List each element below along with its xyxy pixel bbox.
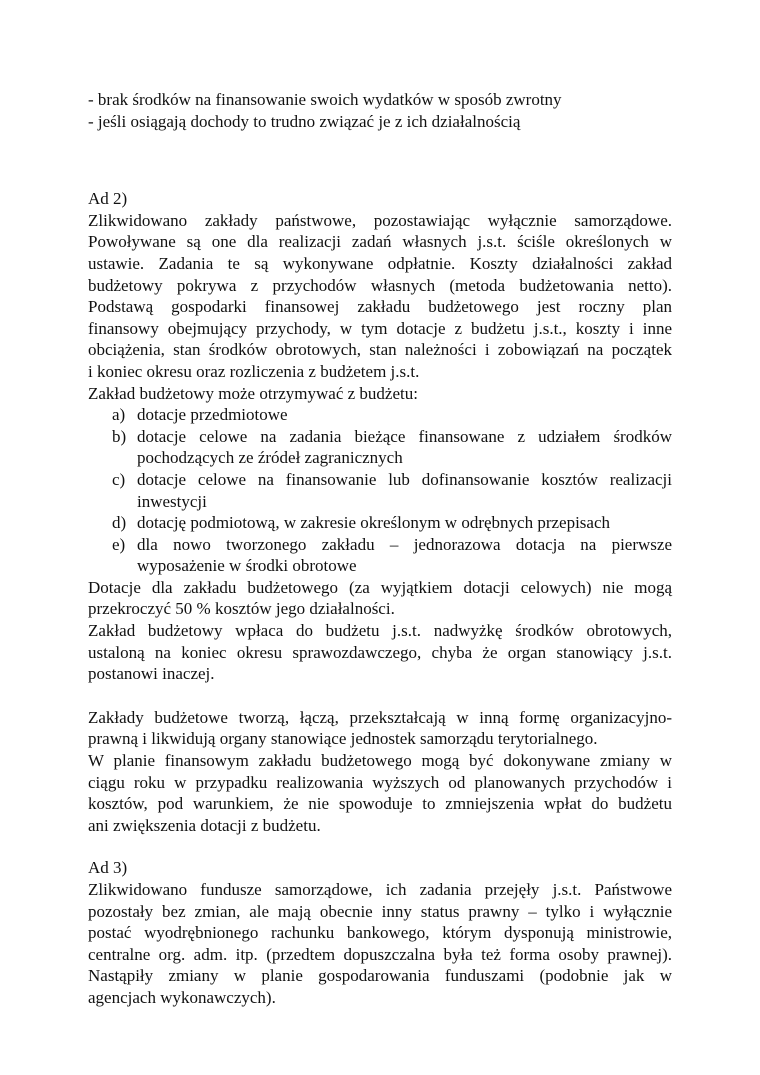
text-line: dotacje celowe na zadania bieżące finansowane z udziałem środków	[137, 426, 672, 446]
text-line: ciągu roku w przypadku realizowania wyższych od planowanych przychodów i	[88, 772, 672, 792]
text-line: kosztów, pod warunkiem, że nie spowoduje to zmniejszenia wpłat do budżetu	[88, 794, 672, 814]
list-item	[88, 426, 672, 469]
heading-ad-2	[88, 188, 672, 210]
text-line: Podstawą gospodarki finansowej zakładu budżetowego jest roczny plan	[88, 297, 672, 317]
text-line: obciążenia, stan środków obrotowych, stan należności i zobowiązań na początek	[88, 340, 672, 360]
list-marker: a)	[112, 405, 126, 425]
heading-ad-3	[88, 857, 672, 879]
text-line: pozostały bez zmian, ale mają obecnie inny status prawny – tylko i wyłącznie	[88, 901, 672, 921]
text-line: Zakład budżetowy wpłaca do budżetu j.s.t. nadwyżkę środków obrotowych,	[88, 621, 672, 641]
paragraph-zaklady	[88, 210, 672, 383]
paragraph-limit	[88, 577, 672, 620]
text-line: dotacje przedmiotowe	[137, 405, 288, 425]
text-line: Zlikwidowano fundusze samorządowe, ich zadania przejęły j.s.t. Państwowe	[88, 880, 672, 899]
section-heading: Ad 3)	[88, 858, 128, 878]
text-line: W planie finansowym zakładu budżetowego mogą być dokonywane zmiany w	[88, 751, 672, 771]
text-line: ustawie. Zadania te są wykonywane odpłatnie. Koszty działalności zakład	[88, 253, 672, 273]
text-line: i koniec okresu oraz rozliczenia z budżetem j.s.t.	[88, 361, 420, 381]
text-line: Zlikwidowano zakłady państwowe, pozostawiając wyłącznie samorządowe.	[88, 210, 672, 230]
text-line: ustaloną na koniec okresu sprawozdawczego, chyba że organ stanowiący j.s.t.	[88, 642, 672, 662]
text-line: inwestycji	[137, 491, 207, 511]
text-line: prawną i likwidują organy stanowiące jednostek samorządu terytorialnego.	[88, 729, 598, 749]
list-item	[88, 512, 672, 534]
section-heading: Ad 2)	[88, 189, 128, 209]
text-line: finansowy obejmujący przychody, w tym dotacje z budżetu j.s.t., koszty i inne	[88, 318, 672, 338]
text-line: dotacje celowe na finansowanie lub dofinansowanie kosztów realizacji	[137, 469, 672, 489]
dotacje-list	[88, 404, 672, 577]
paragraph-lead	[88, 383, 672, 405]
text-line: przekroczyć 50 % kosztów jego działalności.	[88, 599, 395, 619]
text-line: dla nowo tworzonego zakładu – jednorazowa dotacja na pierwsze	[137, 534, 672, 554]
text-line: Dotacje dla zakładu budżetowego (za wyjątkiem dotacji celowych) nie mogą	[88, 577, 672, 597]
text-line: Zakłady budżetowe tworzą, łączą, przekształcają w inną formę organizacyjno-	[88, 707, 672, 727]
list-marker: b)	[112, 426, 127, 446]
text-line: centralne org. adm. itp. (przedtem dopuszczalna była też forma osoby prawnej).	[88, 944, 672, 964]
text-line: - jeśli osiągają dochody to trudno związać je z ich działalnością	[88, 111, 521, 131]
paragraph-fundusze	[88, 879, 672, 1009]
list-item	[88, 469, 672, 512]
paragraph-plan	[88, 750, 672, 836]
intro-list	[88, 89, 672, 132]
text-line: budżetowy pokrywa z przychodów własnych (metoda budżetowania netto).	[88, 275, 672, 295]
paragraph-nadwyzka	[88, 620, 672, 685]
list-marker: d)	[112, 513, 127, 533]
text-line: postać wyodrębnionego rachunku bankowego, którym dysponują ministrowie,	[88, 923, 672, 943]
list-item	[88, 534, 672, 577]
text-line: - brak środków na finansowanie swoich wydatków w sposób zwrotny	[88, 90, 562, 109]
text-line: Powoływane są one dla realizacji zadań własnych j.s.t. ściśle określonych w	[88, 232, 672, 252]
text-line: ani zwiększenia dotacji z budżetu.	[88, 815, 321, 835]
text-line: wyposażenie w środki obrotowe	[137, 556, 357, 576]
text-line: dotację podmiotową, w zakresie określonym w odrębnych przepisach	[137, 513, 611, 533]
document-page	[88, 89, 672, 1009]
text-line: Zakład budżetowy może otrzymywać z budżetu:	[88, 383, 418, 403]
list-marker: e)	[112, 534, 126, 554]
text-line: agencjach wykonawczych).	[88, 987, 276, 1007]
text-line: postanowi inaczej.	[88, 664, 215, 684]
list-marker: c)	[112, 469, 126, 489]
text-line: Nastąpiły zmiany w planie gospodarowania funduszami (podobnie jak w	[88, 966, 672, 986]
paragraph-tworza	[88, 707, 672, 750]
list-item	[88, 404, 672, 426]
text-line: pochodzących ze źródeł zagranicznych	[137, 448, 403, 468]
